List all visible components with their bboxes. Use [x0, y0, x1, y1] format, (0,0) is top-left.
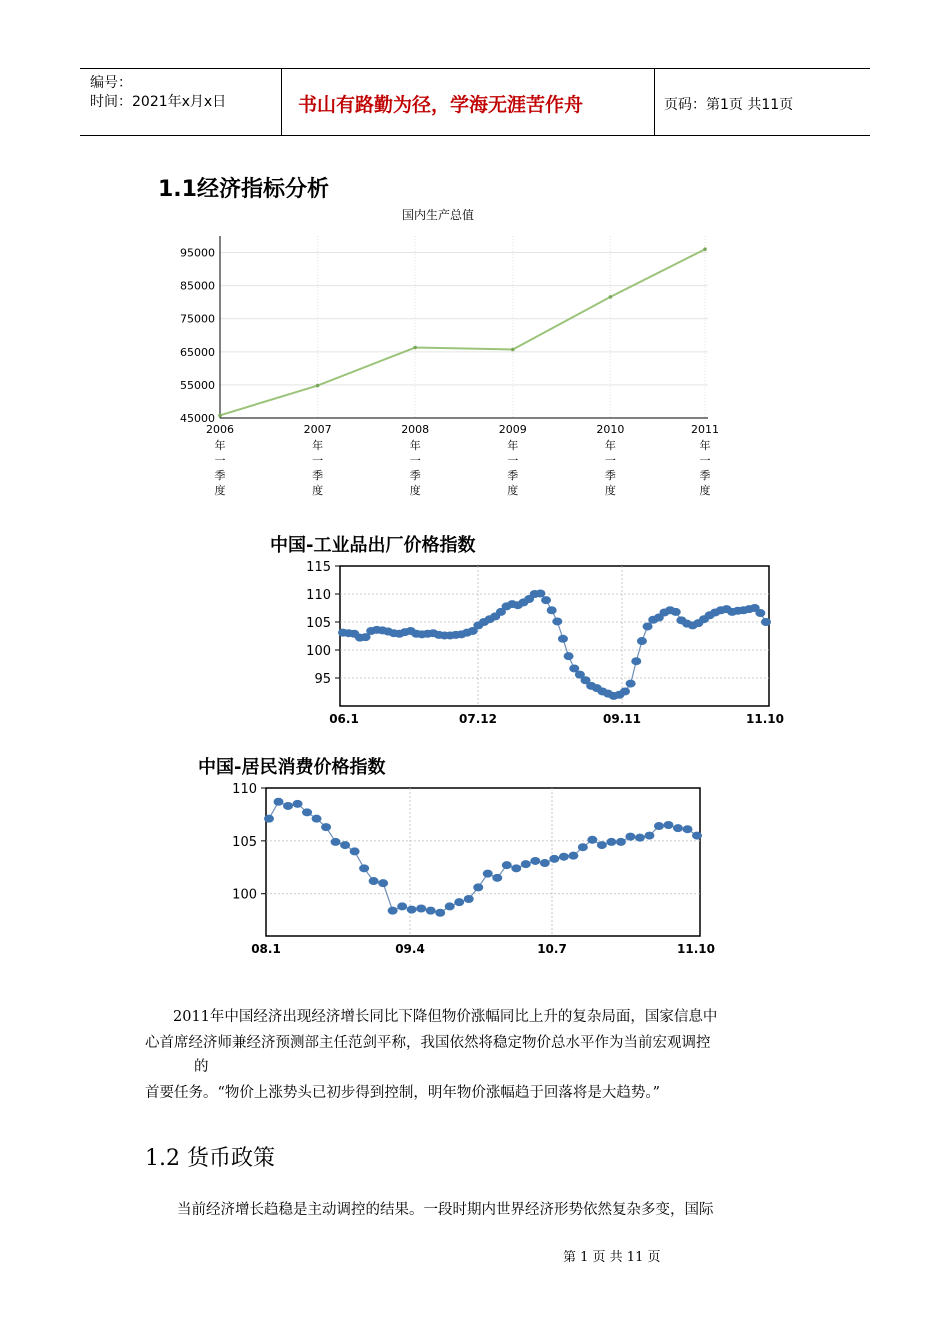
- x-tick-label: 2007: [303, 423, 332, 436]
- plot-frame: [266, 788, 700, 936]
- x-tick-label-suffix: 季: [312, 469, 324, 482]
- data-point: [761, 618, 771, 626]
- data-point: [552, 617, 562, 625]
- data-point: [644, 832, 654, 840]
- data-point: [483, 870, 493, 878]
- x-tick-label: 08.1: [251, 942, 281, 956]
- y-tick-label: 65000: [180, 345, 215, 359]
- data-point: [369, 877, 379, 885]
- x-tick-label-suffix: 度: [214, 484, 226, 497]
- data-point: [312, 815, 322, 823]
- gdp-point: [218, 414, 222, 418]
- x-tick-label-suffix: 度: [604, 484, 616, 497]
- x-tick-label: 2008: [401, 423, 430, 436]
- data-point: [302, 808, 312, 816]
- x-tick-label: 10.7: [537, 942, 567, 956]
- data-point: [397, 902, 407, 910]
- x-tick-label-suffix: 年: [409, 439, 421, 452]
- footer-page-number: 第 1 页 共 11 页: [563, 1250, 661, 1265]
- data-point: [755, 609, 765, 617]
- data-point: [473, 883, 483, 891]
- x-tick-label-suffix: 度: [699, 484, 711, 497]
- x-tick-label: 11.10: [677, 942, 715, 956]
- data-point: [606, 838, 616, 846]
- y-tick-label: 95000: [180, 246, 215, 260]
- x-tick-label-suffix: 一: [312, 454, 324, 467]
- cpi-chart: [192, 750, 732, 966]
- y-tick-label: 115: [306, 560, 331, 575]
- section-heading-1-1: 1.1经济指标分析: [158, 177, 329, 202]
- data-point: [388, 907, 398, 915]
- data-point: [568, 852, 578, 860]
- x-tick-label: 2011: [691, 423, 719, 436]
- data-point: [578, 843, 588, 851]
- data-point: [416, 905, 426, 913]
- gdp-line-chart: [150, 200, 720, 510]
- y-tick-label: 110: [232, 782, 257, 797]
- time-label: 时间：2021年x月x日: [90, 94, 227, 110]
- data-point: [264, 815, 274, 823]
- paragraph-1-line-4: 首要任务。“物价上涨势头已初步得到控制，明年物价涨幅趋于回落将是大趋势。”: [145, 1085, 661, 1101]
- data-point: [492, 874, 502, 882]
- x-tick-label-suffix: 一: [507, 454, 519, 467]
- y-tick-label: 110: [306, 588, 331, 603]
- data-point: [673, 824, 683, 832]
- data-point: [331, 838, 341, 846]
- data-point: [502, 861, 512, 869]
- x-tick-label-suffix: 年: [312, 439, 324, 452]
- y-tick-label: 100: [306, 644, 331, 659]
- paragraph-1-line-2: 心首席经济师兼经济预测部主任范剑平称，我国依然将稳定物价总水平作为当前宏观调控: [145, 1035, 711, 1051]
- x-tick-label: 09.11: [603, 712, 641, 726]
- y-tick-label: 105: [306, 616, 331, 631]
- x-tick-label: 2006: [206, 423, 234, 436]
- header-divider-right: [654, 68, 655, 136]
- data-point: [635, 834, 645, 842]
- x-tick-label-suffix: 季: [409, 469, 421, 482]
- data-point: [616, 838, 626, 846]
- y-tick-label: 85000: [180, 279, 215, 293]
- data-point: [359, 864, 369, 872]
- data-point: [540, 859, 550, 867]
- paragraph-2-line-1: 当前经济增长趋稳是主动调控的结果。一段时期内世界经济形势依然复杂多变，国际: [177, 1202, 714, 1218]
- y-tick-label: 95: [314, 672, 331, 687]
- y-tick-label: 55000: [180, 378, 215, 392]
- y-tick-label: 105: [232, 834, 257, 850]
- gdp-point: [609, 295, 613, 299]
- x-tick-label: 2009: [498, 423, 527, 436]
- gdp-point: [316, 384, 320, 388]
- data-point: [663, 821, 673, 829]
- chart-title: 中国-居民消费价格指数: [198, 757, 386, 778]
- ppi-chart: [262, 530, 794, 736]
- data-point: [643, 622, 653, 630]
- data-point: [587, 836, 597, 844]
- data-point: [511, 864, 521, 872]
- chart-title: 国内生产总值: [401, 208, 475, 222]
- x-tick-label-suffix: 年: [214, 439, 226, 452]
- gdp-point: [413, 346, 417, 350]
- chart-title: 中国-工业品出厂价格指数: [270, 535, 476, 556]
- data-point: [407, 906, 417, 914]
- data-point: [350, 847, 360, 855]
- data-point: [541, 596, 551, 604]
- data-point: [321, 823, 331, 831]
- data-point: [559, 853, 569, 861]
- data-point: [631, 657, 641, 665]
- x-tick-label: 09.4: [395, 942, 425, 956]
- data-point: [564, 652, 574, 660]
- data-point: [435, 909, 445, 917]
- data-point: [535, 589, 545, 597]
- header-top-rule: [80, 68, 870, 69]
- x-tick-label-suffix: 一: [409, 454, 421, 467]
- x-tick-label-suffix: 一: [604, 454, 616, 467]
- gdp-point: [511, 348, 515, 352]
- page-code: 页码：第1页 共11页: [664, 97, 794, 113]
- data-point: [426, 907, 436, 915]
- data-point: [340, 841, 350, 849]
- x-tick-label: 07.12: [459, 712, 497, 726]
- data-point: [283, 802, 293, 810]
- paragraph-1-line-1: 2011年中国经济出现经济增长同比下降但物价涨幅同比上升的复杂局面，国家信息中: [173, 1009, 718, 1025]
- data-point: [654, 822, 664, 830]
- x-tick-label-suffix: 年: [604, 439, 616, 452]
- data-point: [293, 800, 303, 808]
- data-point: [521, 860, 531, 868]
- data-point: [682, 825, 692, 833]
- x-tick-label-suffix: 年: [507, 439, 519, 452]
- data-point: [454, 898, 464, 906]
- data-point: [530, 857, 540, 865]
- y-tick-label: 45000: [180, 412, 215, 425]
- paragraph-1-line-3: 的: [194, 1059, 209, 1075]
- x-tick-label: 11.10: [746, 712, 784, 726]
- x-tick-label-suffix: 一: [699, 454, 711, 467]
- x-tick-label-suffix: 一: [214, 454, 226, 467]
- data-point: [620, 687, 630, 695]
- series-line: [269, 802, 697, 913]
- doc-number-label: 编号：: [90, 75, 132, 91]
- x-tick-label-suffix: 度: [409, 484, 421, 497]
- x-tick-label-suffix: 季: [507, 469, 519, 482]
- x-tick-label: 2010: [596, 423, 625, 436]
- y-tick-label: 100: [232, 887, 257, 903]
- x-tick-label-suffix: 度: [312, 484, 324, 497]
- x-tick-label-suffix: 季: [699, 469, 711, 482]
- data-point: [637, 637, 647, 645]
- data-point: [549, 855, 559, 863]
- section-heading-1-2: 1.2 货币政策: [145, 1146, 275, 1171]
- data-point: [378, 879, 388, 887]
- gdp-series-line: [220, 249, 705, 415]
- x-tick-label: 06.1: [329, 712, 359, 726]
- header-divider-left: [281, 68, 282, 136]
- data-point: [626, 680, 636, 688]
- data-point: [274, 798, 284, 806]
- x-tick-label-suffix: 度: [507, 484, 519, 497]
- data-point: [671, 608, 681, 616]
- data-point: [625, 833, 635, 841]
- data-point: [464, 895, 474, 903]
- data-point: [597, 841, 607, 849]
- x-tick-label-suffix: 季: [214, 469, 226, 482]
- x-tick-label-suffix: 季: [604, 469, 616, 482]
- data-point: [547, 606, 557, 614]
- x-tick-label-suffix: 年: [699, 439, 711, 452]
- header-bottom-rule: [80, 135, 870, 136]
- y-tick-label: 75000: [180, 312, 215, 326]
- gdp-point: [703, 247, 707, 251]
- data-point: [558, 635, 568, 643]
- motto: 书山有路勤为径，学海无涯苦作舟: [298, 94, 584, 116]
- data-point: [692, 832, 702, 840]
- data-point: [445, 902, 455, 910]
